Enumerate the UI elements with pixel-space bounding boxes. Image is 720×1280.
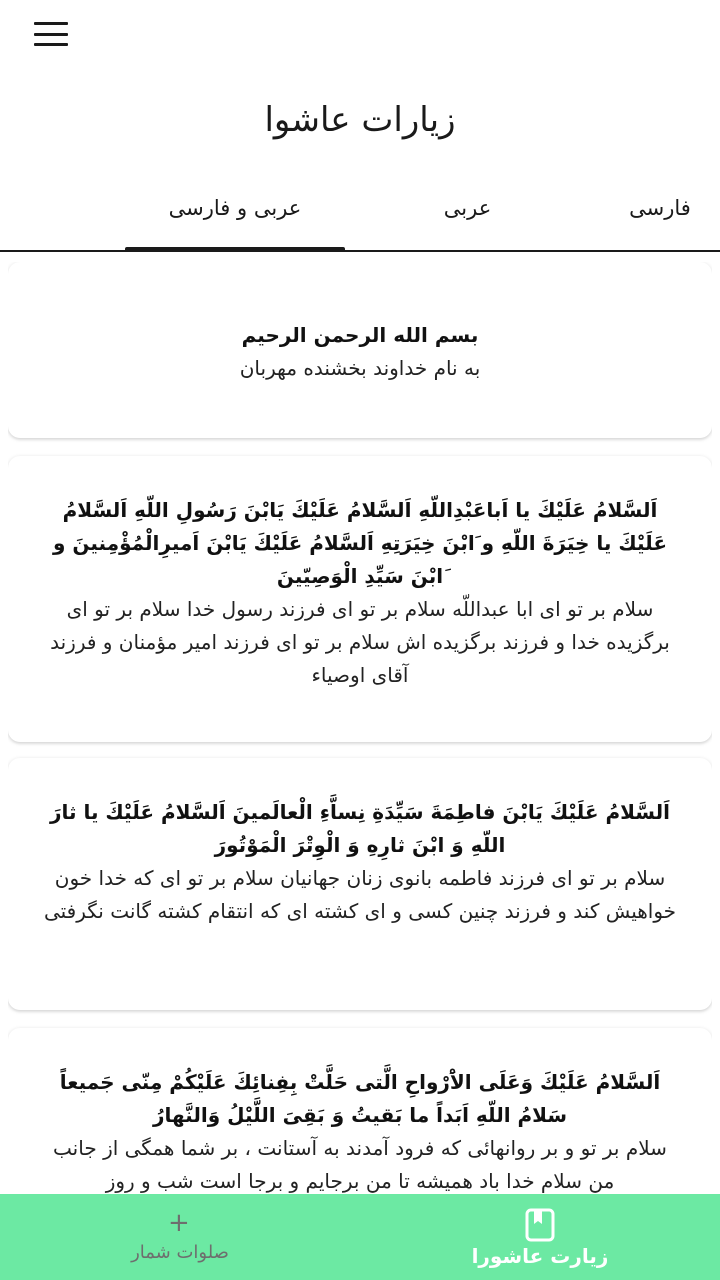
tab-bar: [0, 176, 720, 252]
persian-translation: سلام بر تو ای فرزند فاطمه بانوی زنان جهانیان سلام بر تو ای که خدا خون خواهیش کند و فرزند چنین کسی و ای کشته ای که انتقام کشته گانت نگرفتی: [43, 866, 677, 923]
tab-selected-indicator: [125, 247, 345, 252]
bottom-navigation: [0, 1194, 720, 1280]
persian-translation: به نام خداوند بخشنده مهربان: [239, 356, 481, 380]
tab-arabic-persian[interactable]: عربی و فارسی: [168, 196, 302, 220]
arabic-text: اَلسَّلامُ عَلَيْكَ وَعَلَى الاَْرْواحِ الَّتى حَلَّتْ بِفِنائِكَ عَلَيْكُمْ مِنّى جَميعاً سَلامُ اللّهِ اَبَداً ما بَقيتُ وَ بَقِىَ اللَّيْلُ وَالنَّهارُ: [59, 1070, 661, 1127]
arabic-text: بسم الله الرحمن الرحيم: [241, 323, 479, 347]
tab-arabic[interactable]: عربی: [443, 196, 492, 220]
arabic-text: اَلسَّلامُ عَلَيْكَ يَابْنَ فاطِمَةَ سَيِّدَةِ نِساَّءِ الْعالَمينَ اَلسَّلامُ عَلَيْكَ يا ثارَ اللّهِ وَ ابْنَ ثارِهِ وَ الْوِتْرَ الْمَوْتُورَ: [49, 800, 671, 857]
nav-label: صلوات شمار: [131, 1242, 229, 1263]
persian-translation: سلام بر تو و بر روانهائی که فرود آمدند به آستانت ، بر شما همگی از جانب من سلام خدا باد همیشه تا من برجایم و برجا است شب و روز: [53, 1136, 667, 1193]
verse-card[interactable]: [8, 456, 712, 742]
verse-card[interactable]: [8, 1028, 712, 1194]
hamburger-menu-icon[interactable]: [34, 22, 68, 46]
arabic-text: اَلسَّلامُ عَلَيْكَ يا اَباعَبْدِاللّهِ اَلسَّلامُ عَلَيْكَ يَابْنَ رَسُولِ اللّهِ اَلسَّلامُ عَلَيْكَ يا خِيَرَةَ اللّهِ و َابْنَ خِيَرَتِهِ اَلسَّلامُ عَلَيْكَ يَابْنَ اَميرِالْمُؤْمِنينَ و َابْنَ سَيِّدِ الْوَصِيّينَ: [52, 498, 668, 588]
nav-salawat-counter[interactable]: [100, 1194, 260, 1280]
plus-icon: +: [168, 1208, 190, 1238]
persian-translation: سلام بر تو ای ابا عبداللّه سلام بر تو ای فرزند رسول خدا سلام بر تو ای برگزیده خدا و فرزند برگزیده اش سلام بر تو ای فرزند امیر مؤمنان و فرزند آقای اوصیاء: [50, 597, 670, 687]
tab-persian[interactable]: فارسی: [629, 196, 691, 220]
page-title: زیارات عاشوا: [264, 100, 456, 140]
verse-card[interactable]: [8, 262, 712, 438]
book-bookmark-icon: [524, 1208, 556, 1242]
nav-ziarat-ashura[interactable]: [450, 1194, 630, 1280]
verse-card[interactable]: [8, 758, 712, 1010]
nav-label: زیارت عاشورا: [471, 1244, 609, 1268]
verse-list[interactable]: [8, 262, 712, 1194]
